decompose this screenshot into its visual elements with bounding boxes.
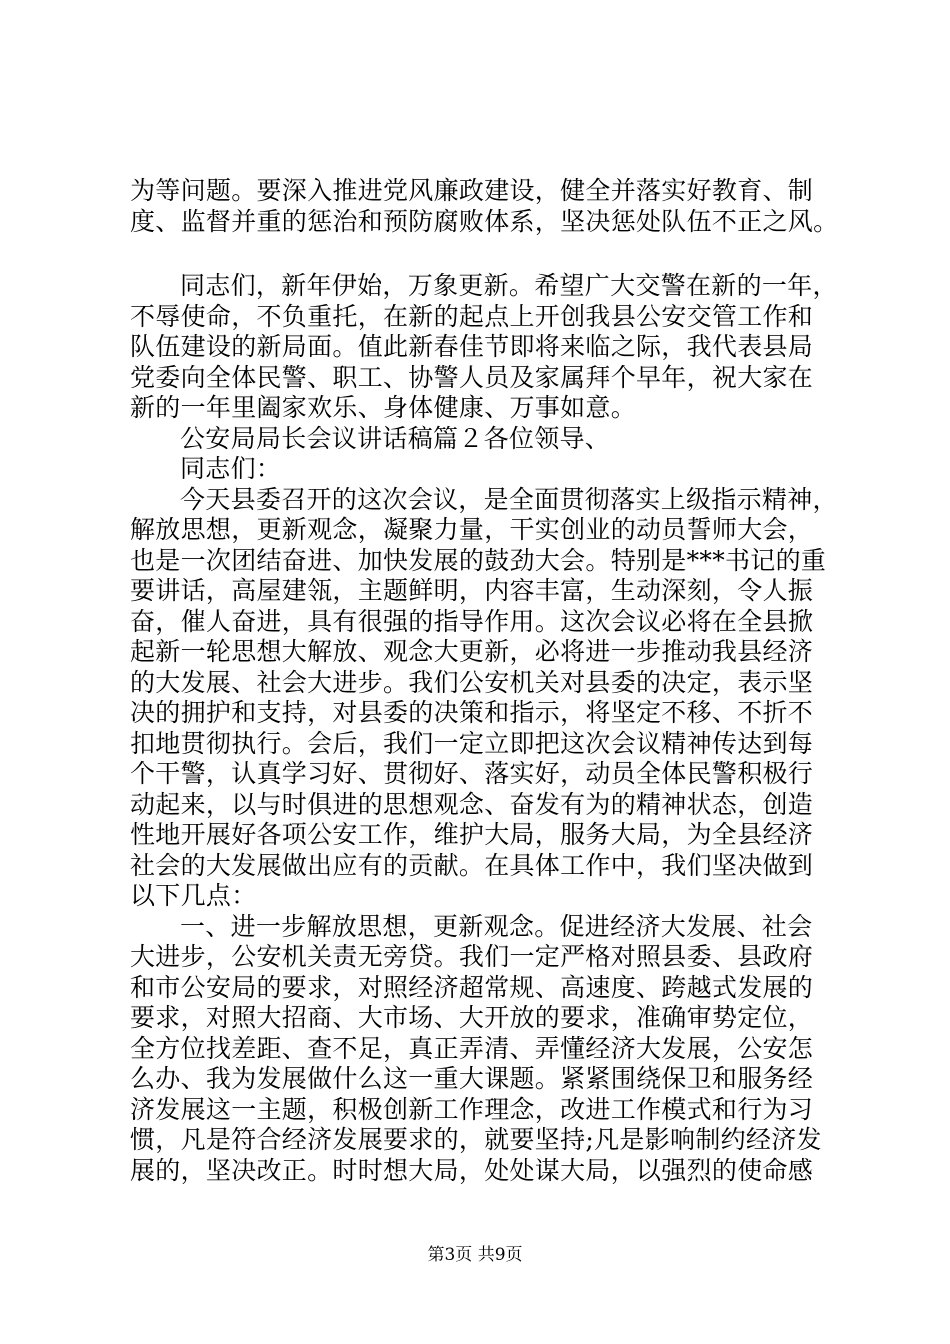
text-line: 全方位找差距、查不足，真正弄清、弄懂经济大发展，公安怎 bbox=[130, 1033, 814, 1063]
section-heading-line: 公安局局长会议讲话稿篇２各位领导、 bbox=[180, 423, 611, 453]
text-line: 济发展这一主题，积极创新工作理念，改进工作模式和行为习 bbox=[130, 1094, 814, 1124]
text-line: 要求，对照大招商、大市场、大开放的要求，准确审势定位， bbox=[130, 1003, 814, 1032]
text-line: 不辱使命，不负重托，在新的起点上开创我县公安交管工作和 bbox=[130, 301, 814, 331]
text-line: 动起来，以与时俱进的思想观念、奋发有为的精神状态，创造 bbox=[130, 789, 814, 819]
text-line: 扣地贯彻执行。会后，我们一定立即把这次会议精神传达到每 bbox=[130, 728, 814, 758]
text-line: 大进步，公安机关责无旁贷。我们一定严格对照县委、县政府 bbox=[130, 942, 814, 971]
text-line: 个干警，认真学习好、贯彻好、落实好，动员全体民警积极行 bbox=[130, 759, 814, 788]
text-line: 党委向全体民警、职工、协警人员及家属拜个早年，祝大家在 bbox=[130, 362, 814, 392]
text-line: 么办、我为发展做什么这一重大课题。紧紧围绕保卫和服务经 bbox=[130, 1064, 814, 1093]
text-line: 决的拥护和支持，对县委的决策和指示，将坚定不移、不折不 bbox=[130, 698, 814, 727]
text-line: 要讲话，高屋建瓴，主题鲜明，内容丰富，生动深刻，令人振 bbox=[130, 576, 814, 605]
text-line: 为等问题。要深入推进党风廉政建设，健全并落实好教育、制 bbox=[130, 176, 814, 205]
text-line: 同志们，新年伊始，万象更新。希望广大交警在新的一年， bbox=[180, 271, 838, 300]
text-line: 的大发展、社会大进步。我们公安机关对县委的决定，表示坚 bbox=[130, 667, 814, 697]
text-line: 展的，坚决改正。时时想大局，处处谋大局，以强烈的使命感 bbox=[130, 1155, 814, 1185]
text-line: 以下几点： bbox=[130, 881, 257, 910]
text-line: 起新一轮思想大解放、观念大更新，必将进一步推动我县经济 bbox=[130, 637, 814, 666]
text-line: 性地开展好各项公安工作，维护大局，服务大局，为全县经济 bbox=[130, 820, 814, 849]
paragraph-block-1 bbox=[130, 176, 839, 237]
text-line: 解放思想，更新观念，凝聚力量，干实创业的动员誓师大会， bbox=[130, 515, 814, 544]
page-number: 第3页 共9页 bbox=[427, 1245, 523, 1265]
document-body bbox=[130, 176, 839, 1186]
text-line: 一、进一步解放思想，更新观念。促进经济大发展、社会 bbox=[180, 911, 813, 941]
paragraph-gap bbox=[130, 237, 830, 271]
text-line: 社会的大发展做出应有的贡献。在具体工作中，我们坚决做到 bbox=[130, 850, 814, 880]
text-line: 度、监督并重的惩治和预防腐败体系，坚决惩处队伍不正之风。 bbox=[130, 206, 839, 236]
text-line: 今天县委召开的这次会议，是全面贯彻落实上级指示精神， bbox=[180, 484, 838, 514]
salutation-line: 同志们： bbox=[180, 454, 282, 483]
text-line: 也是一次团结奋进、加快发展的鼓劲大会。特别是***书记的重 bbox=[130, 545, 827, 575]
text-line: 和市公安局的要求，对照经济超常规、高速度、跨越式发展的 bbox=[130, 972, 814, 1002]
text-line: 新的一年里阖家欢乐、身体健康、万事如意。 bbox=[130, 393, 637, 422]
text-line: 奋，催人奋进，具有很强的指导作用。这次会议必将在全县掀 bbox=[130, 606, 814, 636]
text-line: 惯，凡是符合经济发展要求的，就要坚持;凡是影响制约经济发 bbox=[130, 1125, 822, 1154]
page-footer bbox=[0, 1244, 950, 1266]
text-line: 队伍建设的新局面。值此新春佳节即将来临之际，我代表县局 bbox=[130, 332, 814, 361]
paragraph-block-2 bbox=[130, 271, 838, 1186]
